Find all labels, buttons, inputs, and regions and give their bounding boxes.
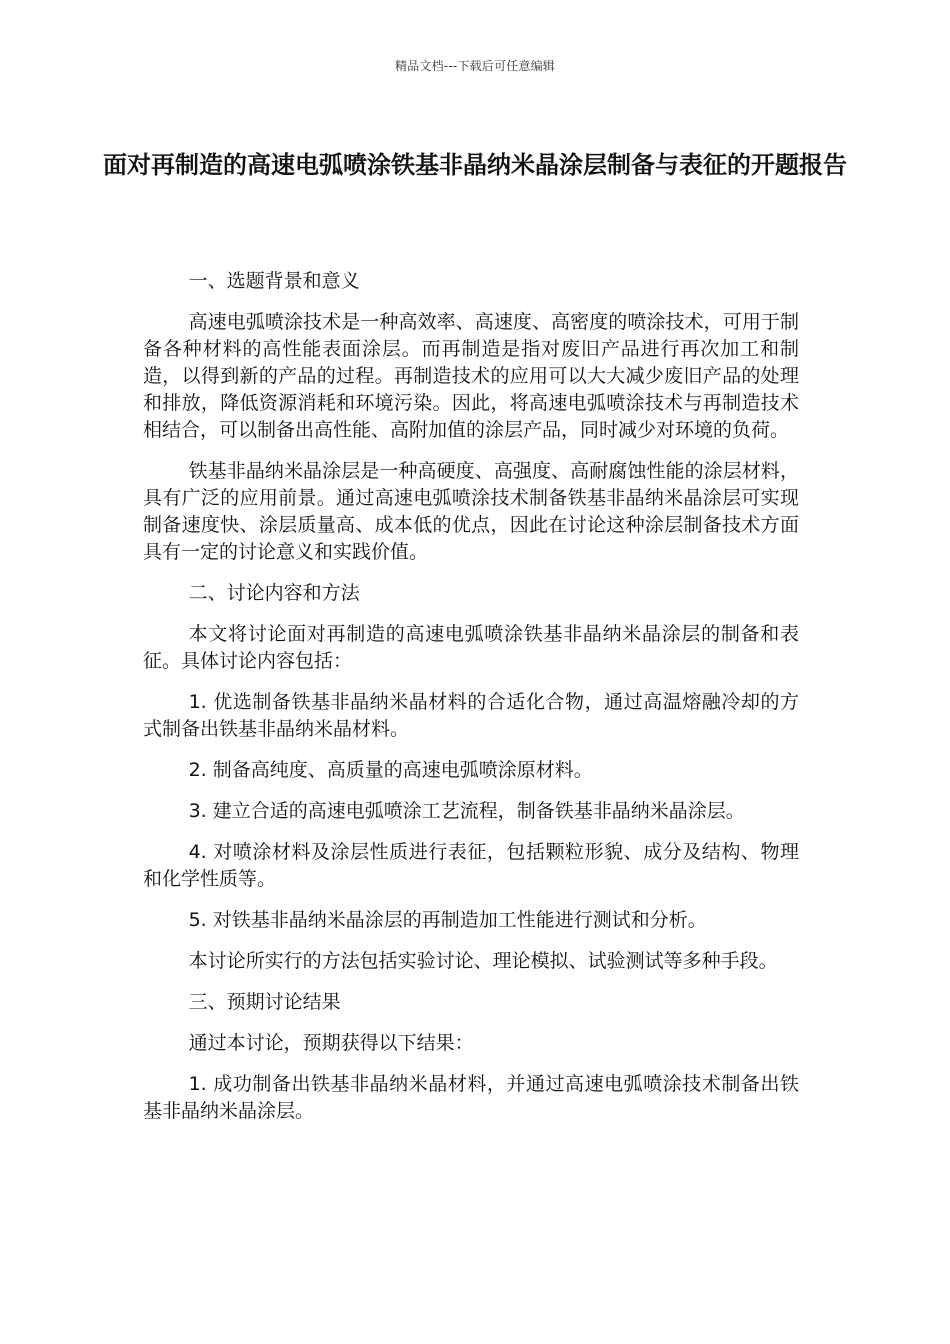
- list-item-content-4: 4. 对喷涂材料及涂层性质进行表征，包括颗粒形貌、成分及结构、物理和化学性质等。: [143, 841, 799, 890]
- list-item-content-1: 1. 优选制备铁基非晶纳米晶材料的合适化合物，通过高温熔融冷却的方式制备出铁基非晶纳米晶材料。: [143, 691, 799, 740]
- paragraph-content-intro: 本文将讨论面对再制造的高速电弧喷涂铁基非晶纳米晶涂层的制备和表征。具体讨论内容包括：: [143, 623, 799, 672]
- list-item-content-3: 3. 建立合适的高速电弧喷涂工艺流程，制备铁基非晶纳米晶涂层。: [188, 800, 745, 822]
- section-heading-expected-results: 三、预期讨论结果: [188, 991, 341, 1013]
- paragraph-methods: 本讨论所实行的方法包括实验讨论、理论模拟、试验测试等多种手段。: [188, 950, 778, 972]
- paragraph-background-1: 高速电弧喷涂技术是一种高效率、高速度、高密度的喷涂技术，可用于制备各种材料的高性能表面涂层。而再制造是指对废旧产品进行再次加工和制造，以得到新的产品的过程。再制造技术的应用可以大大减少废旧产品的处理和排放，降低资源消耗和环境污染。因此，将高速电弧喷涂技术与再制造技术相结合，可以制备出高性能、高附加值的涂层产品，同时减少对环境的负荷。: [143, 311, 799, 441]
- paragraph-background-2: 铁基非晶纳米晶涂层是一种高硬度、高强度、高耐腐蚀性能的涂层材料，具有广泛的应用前景。通过高速电弧喷涂技术制备铁基非晶纳米晶涂层可实现制备速度快、涂层质量高、成本低的优点，因此在讨论这种涂层制备技术方面具有一定的讨论意义和实践价值。: [143, 460, 799, 563]
- section-heading-background: 一、选题背景和意义: [188, 270, 360, 292]
- header-note: 精品文档---下载后可任意编辑: [395, 59, 555, 73]
- paragraph-results-intro: 通过本讨论，预期获得以下结果：: [188, 1032, 474, 1054]
- document-body: [143, 268, 799, 1139]
- list-item-results-1: 1. 成功制备出铁基非晶纳米晶材料，并通过高速电弧喷涂技术制备出铁基非晶纳米晶涂层。: [143, 1073, 799, 1122]
- list-item-content-5: 5. 对铁基非晶纳米晶涂层的再制造加工性能进行测试和分析。: [188, 909, 707, 931]
- list-item-content-2: 2. 制备高纯度、高质量的高速电弧喷涂原材料。: [188, 759, 593, 781]
- section-heading-content-methods: 二、讨论内容和方法: [188, 582, 360, 604]
- document-title: 面对再制造的高速电弧喷涂铁基非晶纳米晶涂层制备与表征的开题报告: [103, 151, 847, 179]
